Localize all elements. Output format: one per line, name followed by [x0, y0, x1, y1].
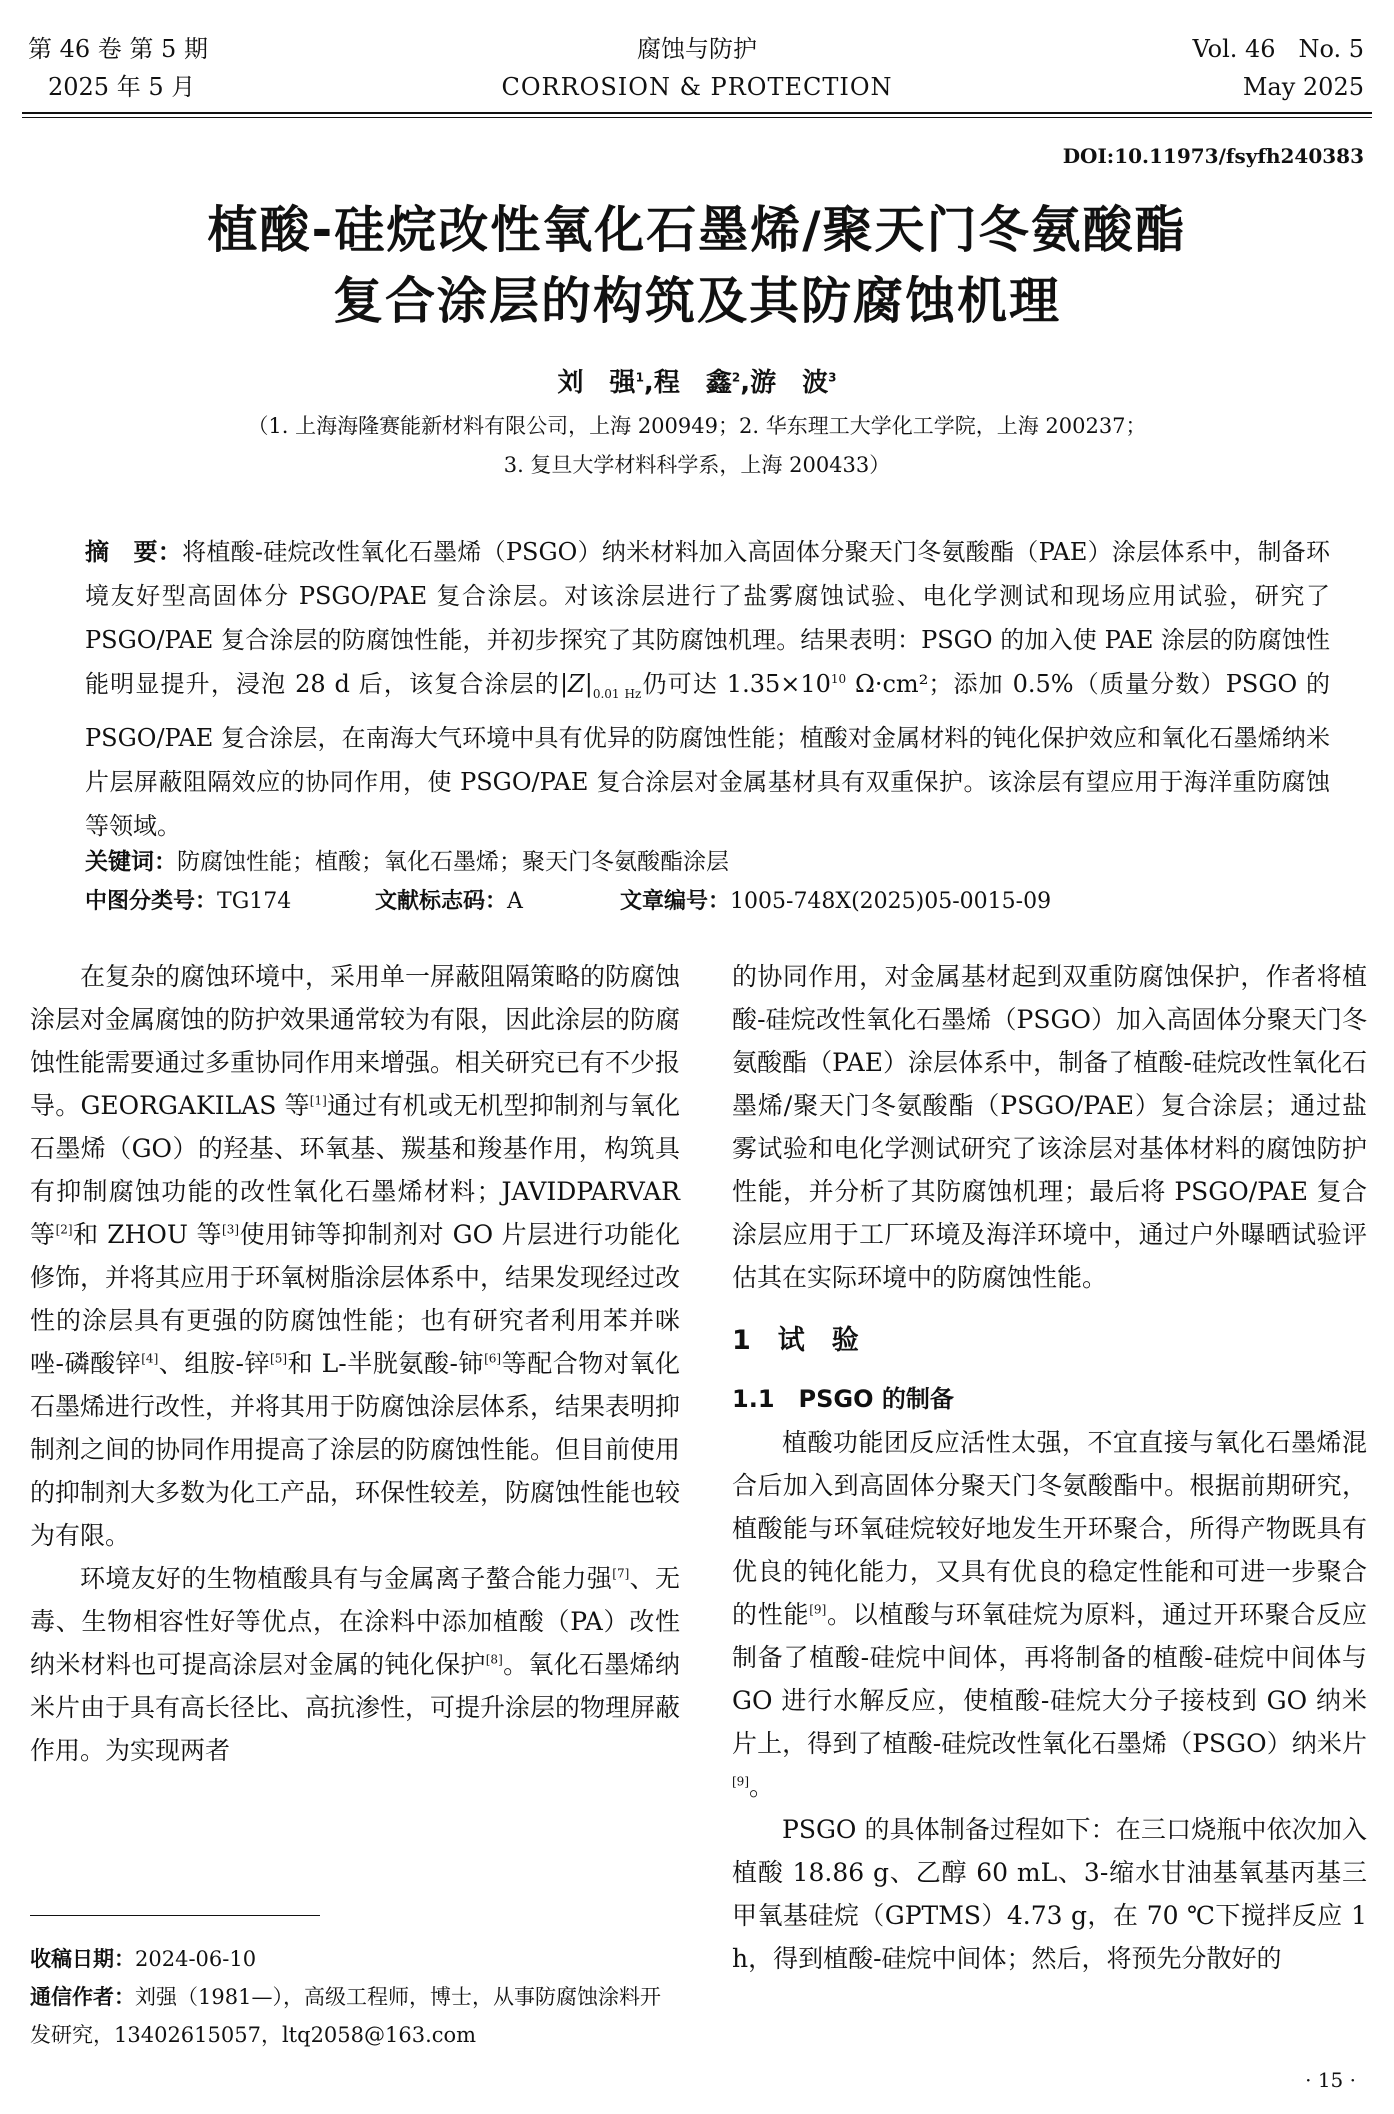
header-rule-thin — [22, 117, 1372, 118]
citation-ref[interactable]: [8] — [485, 1652, 503, 1667]
citation-ref[interactable]: [7] — [612, 1566, 630, 1581]
text-run: 。以植酸与环氧硅烷为原料，通过开环聚合反应制备了植酸-硅烷中间体，再将制备的植酸-硅烷中间体与 GO 进行水解反应，使植酸-硅烷大分子接枝到 GO 纳米片上，得到了植酸-硅烷改性氧化石墨烯（PSGO）纳米片 — [732, 1600, 1367, 1758]
author-name: 刘 强 — [557, 368, 636, 398]
section-number: 1 — [732, 1325, 751, 1356]
section-title: 试 验 — [777, 1325, 859, 1356]
article-title-line2: 复合涂层的构筑及其防腐蚀机理 — [333, 272, 1061, 330]
received-value: 2024-06-10 — [135, 1947, 257, 1971]
citation-ref[interactable]: [4] — [141, 1351, 159, 1366]
abstract-text-end: Ω·cm²；添加 0.5%（质量分数）PSGO 的 PSGO/PAE 复合涂层，在南海大气环境中具有优异的防腐蚀性能；植酸对金属材料的钝化保护效应和氧化石墨烯纳米片层屏蔽阻隔效应的协同作用，使 PSGO/PAE 复合涂层对金属基材具有双重保护。该涂层有望应用于海洋重防腐蚀等领域。 — [85, 670, 1330, 840]
footnote — [30, 1940, 680, 2054]
text-run: 。 — [749, 1772, 775, 1801]
article-number-label: 文章编号： — [620, 889, 731, 914]
page-number: · 15 · — [1305, 2068, 1356, 2092]
article-number-value: 1005-748X(2025)05-0015-09 — [730, 889, 1052, 914]
journal-date: 2025 年 5 月 — [48, 73, 196, 101]
author-name: 程 鑫 — [653, 368, 732, 398]
text-run: 。氧化石墨烯纳米片由于具有高长径比、高抗渗性，可提升涂层的物理屏蔽作用。为实现两者 — [30, 1650, 681, 1765]
citation-ref[interactable]: [9] — [732, 1774, 749, 1789]
affiliation-marker: 3 — [828, 370, 837, 385]
doi[interactable]: DOI:10.11973/fsyfh240383 — [1062, 144, 1364, 168]
intro-paragraph-3: 的协同作用，对金属基材起到双重防腐蚀保护，作者将植酸-硅烷改性氧化石墨烯（PSGO）加入高固体分聚天门冬氨酸酯（PAE）涂层体系中，制备了植酸-硅烷改性氧化石墨烯/聚天门冬氨酸酯（PSGO/PAE）复合涂层；通过盐雾试验和电化学测试研究了该涂层对基体材料的腐蚀防护性能，并分析了其防腐蚀机理；最后将 PSGO/PAE 复合涂层应用于工厂环境及海洋环境中，通过户外曝晒试验评估其在实际环境中的防腐蚀性能。 — [732, 962, 1367, 1292]
journal-volume-en: Vol. 46 No. 5 — [1192, 35, 1364, 63]
affiliation-marker: 2 — [731, 370, 741, 385]
document-code — [375, 882, 523, 922]
journal-date-en: May 2025 — [1242, 73, 1364, 101]
text-run: 通过有机或无机型抑制剂与氧化石墨烯（GO）的羟基、环氧基、羰基和羧基作用，构筑具有抑制腐蚀功能的改性氧化石墨烯材料；JAVIDPARVAR 等 — [30, 1091, 680, 1249]
text-run: 和 L-半胱氨酸-铈 — [287, 1349, 485, 1378]
footnote-rule — [30, 1915, 320, 1916]
citation-ref[interactable]: [3] — [222, 1222, 240, 1237]
author-separator: , — [643, 368, 654, 398]
section-title: PSGO 的制备 — [798, 1385, 954, 1413]
received-label: 收稿日期： — [30, 1947, 135, 1971]
doc-code-label: 文献标志码： — [375, 889, 508, 914]
corresponding-author — [30, 1978, 680, 2054]
keywords-label: 关键词： — [85, 849, 177, 875]
clc-value: TG174 — [217, 889, 292, 914]
text-run: 在复杂的腐蚀环境中，采用单一屏蔽阻隔策略的防腐蚀涂层对金属腐蚀的防护效果通常较为有限，因此涂层的防腐蚀性能需要通过多重协同作用来增强。相关研究已有不少报导。GEORGAKILAS 等 — [30, 962, 681, 1120]
author-name: 游 波 — [750, 368, 829, 398]
text-run: 、无毒、生物相容性好等优点，在涂料中添加植酸（PA）改性纳米材料也可提高涂层对金属的钝化保护 — [30, 1564, 680, 1679]
journal-name-en: CORROSION & PROTECTION — [501, 73, 893, 101]
exponent: 10 — [830, 672, 847, 686]
impedance-symbol: |Z| — [559, 670, 593, 698]
keywords — [85, 842, 729, 882]
affiliation-line2: 3. 复旦大学材料科学系，上海 200433） — [503, 453, 891, 477]
corresponding-value: 刘强（1981—），高级工程师，博士，从事防腐蚀涂料开发研究，13402615057，ltq2058@163.com — [30, 1985, 661, 2047]
citation-ref[interactable]: [2] — [55, 1222, 73, 1237]
abstract-label: 摘 要： — [85, 538, 183, 566]
article-title-line1: 植酸-硅烷改性氧化石墨烯/聚天门冬氨酸酯 — [207, 201, 1187, 259]
citation-ref[interactable]: [9] — [809, 1602, 827, 1617]
abstract-text-cont: 仍可达 1.35×10 — [641, 670, 831, 698]
section-heading-1 — [732, 1319, 1367, 1362]
section-number: 1.1 — [732, 1385, 775, 1413]
header-rule-thick — [22, 112, 1372, 114]
corresponding-label: 通信作者： — [30, 1985, 135, 2009]
citation-ref[interactable]: [5] — [270, 1351, 288, 1366]
text-run: 等配合物对氧化石墨烯进行改性，并将其用于防腐蚀涂层体系，结果表明抑制剂之间的协同作用提高了涂层的防腐蚀性能。但目前使用的抑制剂大多数为化工产品，环保性较差，防腐蚀性能也较为有限。 — [30, 1349, 681, 1550]
author-separator: , — [740, 368, 751, 398]
text-run: 、组胺-锌 — [158, 1349, 271, 1378]
received-date — [30, 1940, 680, 1978]
text-run: 植酸功能团反应活性太强，不宜直接与氧化石墨烯混合后加入到高固体分聚天门冬氨酸酯中。根据前期研究，植酸能与环氧硅烷较好地发生开环聚合，所得产物既具有优良的钝化能力，又具有优良的稳定性能和可进一步聚合的性能 — [732, 1428, 1367, 1629]
text-run: 使用铈等抑制剂对 GO 片层进行功能化修饰，并将其应用于环氧树脂涂层体系中，结果发现经过改性的涂层具有更强的防腐蚀性能；也有研究者利用苯并咪唑-磷酸锌 — [30, 1220, 681, 1378]
clc-label: 中图分类号： — [85, 889, 218, 914]
citation-ref[interactable]: [1] — [309, 1093, 327, 1108]
abstract-text: 将植酸-硅烷改性氧化石墨烯（PSGO）纳米材料加入高固体分聚天门冬氨酸酯（PAE）涂层体系中，制备环境友好型高固体分 PSGO/PAE 复合涂层。对该涂层进行了盐雾腐蚀试验、电化学测试和现场应用试验，研究了 PSGO/PAE 复合涂层的防腐蚀性能，并初步探究了其防腐蚀机理。结果表明：PSGO 的加入使 PAE 涂层的防腐蚀性能明显提升，浸泡 28 d 后，该复合涂层的 — [85, 538, 1331, 698]
author-list — [0, 362, 1394, 399]
right-column — [732, 955, 1367, 1980]
text-run: 和 ZHOU 等 — [72, 1220, 223, 1249]
method-paragraph-1 — [732, 1421, 1367, 1808]
clc-number — [85, 882, 291, 922]
section-heading-1-1 — [732, 1378, 1367, 1421]
doc-code-value: A — [507, 889, 523, 914]
article-number — [620, 882, 1051, 922]
journal-name-cn: 腐蚀与防护 — [637, 35, 757, 63]
journal-volume: 第 46 卷 第 5 期 — [28, 35, 208, 63]
left-column — [30, 955, 680, 1772]
intro-paragraph-1 — [30, 955, 680, 1557]
intro-paragraph-2 — [30, 1557, 680, 1772]
text-run: 环境友好的生物植酸具有与金属离子螯合能力强 — [80, 1564, 613, 1593]
impedance-frequency: 0.01 Hz — [592, 686, 642, 701]
citation-ref[interactable]: [6] — [484, 1351, 502, 1366]
abstract — [85, 530, 1330, 848]
affiliation-marker: 1 — [635, 370, 644, 385]
affiliation-line1: （1. 上海海隆赛能新材料有限公司，上海 200949；2. 华东理工大学化工学院，上海 200237； — [247, 414, 1147, 438]
keywords-text: 防腐蚀性能；植酸；氧化石墨烯；聚天门冬氨酸酯涂层 — [177, 849, 729, 875]
method-paragraph-2: PSGO 的具体制备过程如下：在三口烧瓶中依次加入植酸 18.86 g、乙醇 60 mL、3-缩水甘油基氧基丙基三甲氧基硅烷（GPTMS）4.73 g，在 70 ℃下搅拌反应 1 h，得到植酸-硅烷中间体；然后，将预先分散好的 — [732, 1815, 1367, 1973]
